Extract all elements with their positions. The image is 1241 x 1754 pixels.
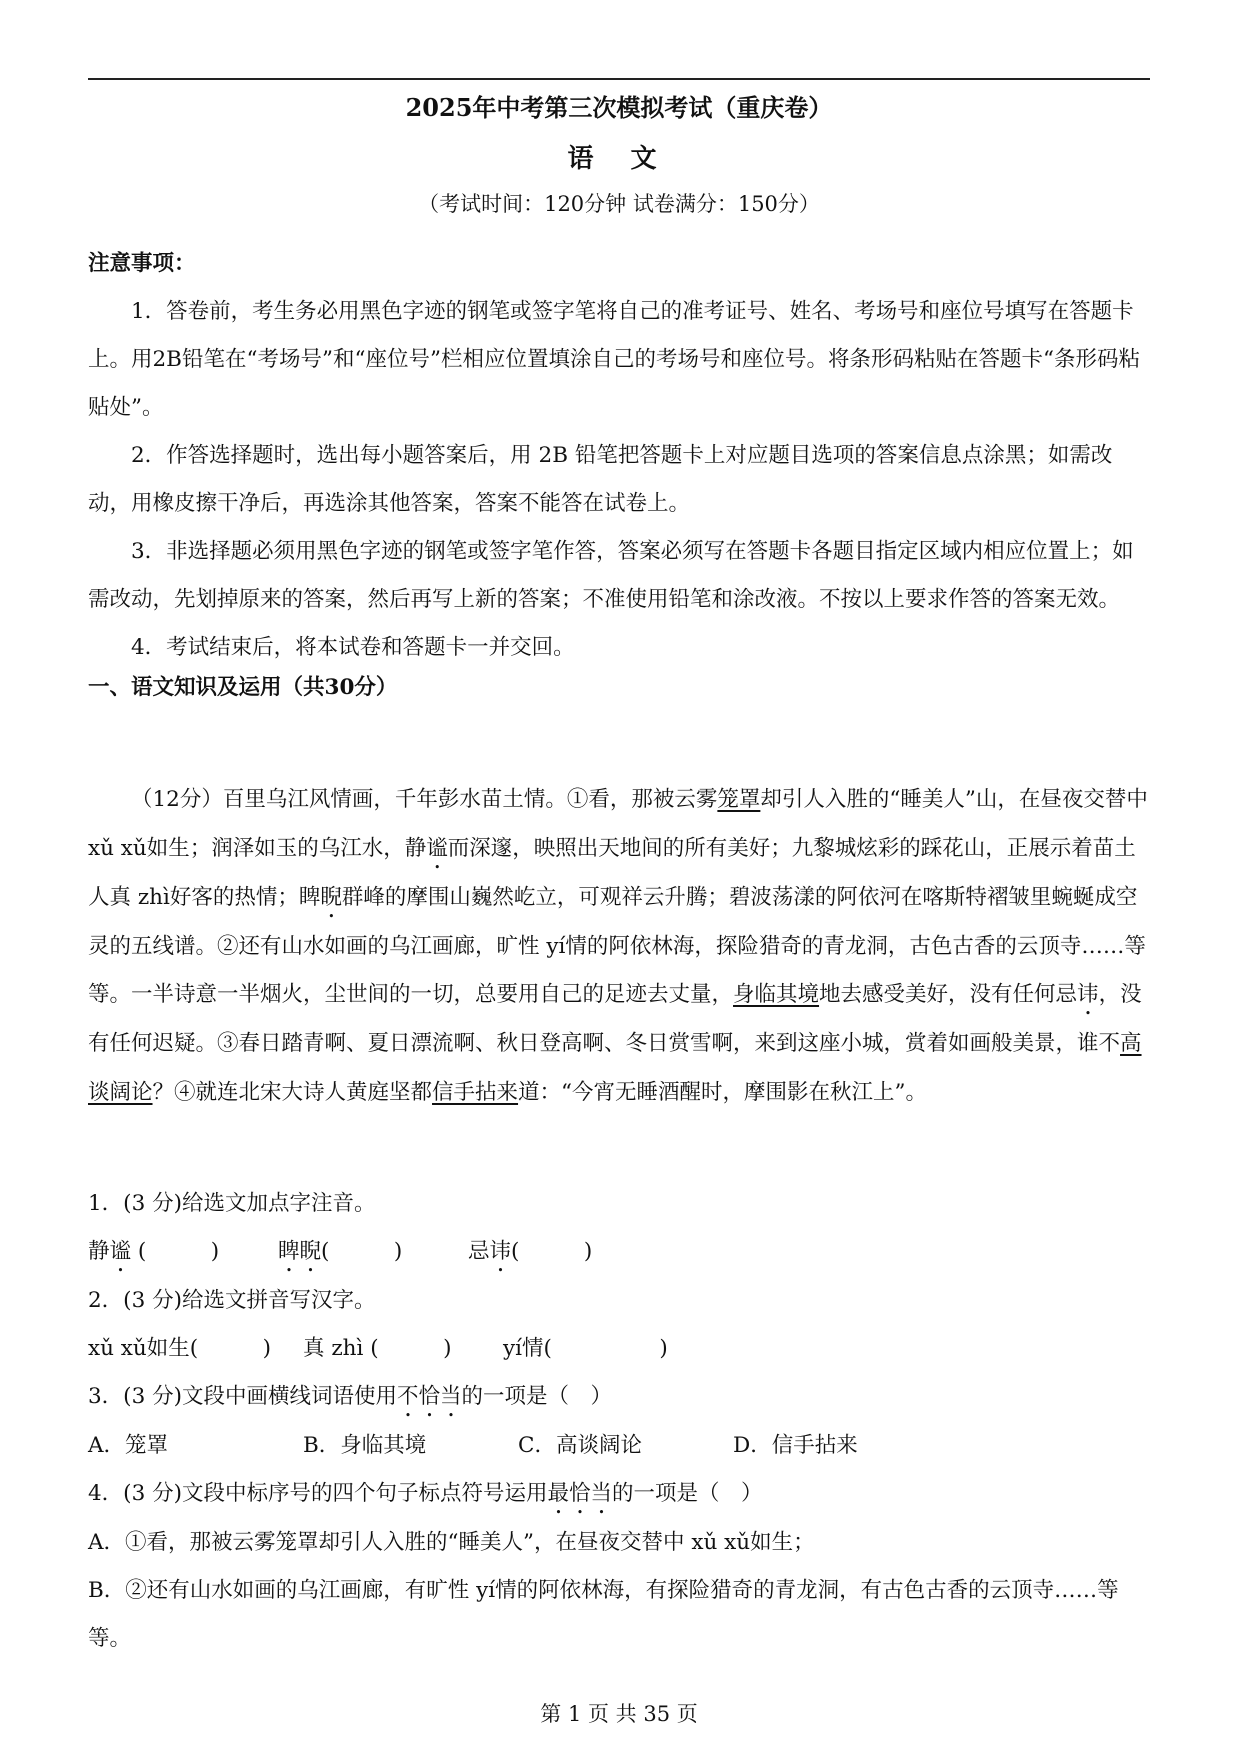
passage-text: 而深邃，映照出天地间的所有美好；九黎城炫彩的踩花山，正展示着苗土人真 zhì好客的热情；睥: [88, 835, 1136, 910]
notice-item-4: 4．考试结束后，将本试卷和答题卡一并交回。: [131, 635, 575, 660]
answer-blank: ( ): [511, 1239, 593, 1264]
stem-text: 3．(3 分)文段中画横线词语使用: [88, 1384, 397, 1409]
reading-passage: [88, 776, 1150, 1117]
dotted-char: 睨: [320, 884, 342, 910]
notice-item-2: 2．作答选择题时，选出每小题答案后，用 2B 铅笔把答题卡上对应题目选项的答案信息点涂黑；如需改动，用橡皮擦干净后，再选涂其他答案，答案不能答在试卷上。: [88, 443, 1113, 516]
blank-item: xǔ xǔ如生( ): [88, 1336, 272, 1361]
passage-text: 道：“今宵无睡酒醒时，摩围影在秋江上”。: [518, 1079, 928, 1105]
passage-text: ，没有任何迟疑。③春日踏青啊、夏日漂流啊、秋日登高啊、冬日赏雪啊，来到这座小城，赏着如画般美景，谁不: [88, 982, 1142, 1056]
question-2-stem: 2．(3 分)给选文拼音写汉字。: [88, 1288, 376, 1313]
section-heading: 一、语文知识及运用（共30分）: [88, 675, 398, 700]
question-2-blanks: [88, 1325, 1150, 1373]
dotted-text: 最恰当: [547, 1481, 612, 1506]
option-c: C．高谈阔论: [518, 1433, 642, 1458]
question-3-stem: [88, 1373, 1150, 1422]
question-1-stem: 1．(3 分)给选文加点字注音。: [88, 1191, 376, 1216]
dotted-char: 讳: [1077, 982, 1099, 1007]
notice-heading: 注意事项：: [88, 251, 196, 276]
passage-paragraph: [88, 776, 1150, 1117]
questions-section: [88, 1180, 1150, 1663]
blank-item: [468, 1228, 592, 1277]
passage-text: 却引人入胜的“睡美人”山，在昼夜交替中 xǔ xǔ如生；润泽如玉的乌江水，静: [88, 787, 1148, 861]
passage-text: ？④就连北宋大诗人黄庭坚都: [152, 1079, 433, 1105]
option-d: D．信手拈来: [733, 1433, 858, 1458]
notice-item-3: 3．非选择题必须用黑色字迹的钢笔或签字笔作答，答案必须写在答题卡各题目指定区域内相应位置上；如需改动，先划掉原来的答案，然后再写上新的答案；不准使用铅笔和涂改液。不按以上要求作答的答案无效。: [88, 539, 1134, 612]
dotted-char: 睥: [278, 1239, 300, 1264]
page-number: 第 1 页 共 35 页: [540, 1702, 698, 1726]
option-b: B．身临其境: [303, 1433, 427, 1458]
word-char: 静: [88, 1239, 110, 1264]
underlined-word: 高谈阔论: [88, 1031, 1142, 1105]
dotted-text: 不恰当: [396, 1384, 462, 1409]
top-rule: [88, 78, 1150, 80]
exam-time-info: （考试时间：120分钟 试卷满分：150分）: [418, 192, 820, 216]
question-4-option-b: B．②还有山水如画的乌江画廊，有旷性 yí情的阿依林海，有探险猎奇的青龙洞，有古色古香的云顶寺……等等。: [88, 1578, 1119, 1651]
dotted-char: 谧: [426, 835, 448, 861]
dotted-char: 讳: [489, 1239, 512, 1264]
dotted-char: 睨: [299, 1239, 322, 1264]
dotted-char: 谧: [109, 1239, 132, 1264]
question-4-option-a: A．①看，那被云雾笼罩却引人入胜的“睡美人”，在昼夜交替中 xǔ xǔ如生；: [88, 1530, 815, 1555]
notice-item-1: 1．答卷前，考生务必用黑色字迹的钢笔或签字笔将自己的准考证号、姓名、考场号和座位号填写在答题卡上。用2B铅笔在“考场号”和“座位号”栏相应位置填涂自己的考场号和座位号。将条形码粘贴在答题卡“条形码粘贴处”。: [88, 299, 1140, 420]
blank-item: 真 zhì ( ): [303, 1336, 452, 1361]
passage-text: （12分）百里乌江风情画，千年彭水苗土情。①看，那被云雾: [131, 787, 718, 812]
answer-blank: ( ): [321, 1239, 403, 1264]
passage-text: 群峰的摩围山巍然屹立，可观祥云升腾；碧波荡漾的阿依河在喀斯特褶皱里蜿蜒成空灵的五线谱。②还有山水如画的乌江画廊，旷性 yí情的阿依林海，探险猎奇的青龙洞，古色古香的云顶寺……等等。一半诗意一半烟火，尘世间的一切，总要用自己的足迹去丈量，: [88, 884, 1146, 1007]
subject-title: 语 文: [567, 144, 671, 174]
option-a: A．笼罩: [88, 1433, 169, 1458]
question-1-blanks: [88, 1228, 1150, 1277]
underlined-word: 信手拈来: [432, 1079, 519, 1105]
stem-text: 的一项是（ ）: [612, 1481, 763, 1506]
passage-text: 地去感受美好，没有任何忌: [819, 982, 1078, 1007]
stem-text: 4．(3 分)文段中标序号的四个句子标点符号运用: [88, 1481, 548, 1506]
answer-blank: ( ): [131, 1239, 220, 1264]
underlined-word: 笼罩: [717, 787, 761, 812]
question-3-options: [88, 1422, 1150, 1470]
blank-item: [88, 1228, 278, 1277]
blank-item: [278, 1228, 468, 1277]
notice-section: [88, 240, 1150, 712]
exam-title: 2025年中考第三次模拟考试（重庆卷）: [405, 93, 833, 122]
underlined-word: 身临其境: [733, 982, 820, 1007]
blank-item: yí情( ): [503, 1336, 668, 1361]
stem-text: 的一项是（ ）: [461, 1384, 613, 1409]
word-char: 忌: [468, 1239, 490, 1264]
question-4-stem: [88, 1470, 1150, 1519]
